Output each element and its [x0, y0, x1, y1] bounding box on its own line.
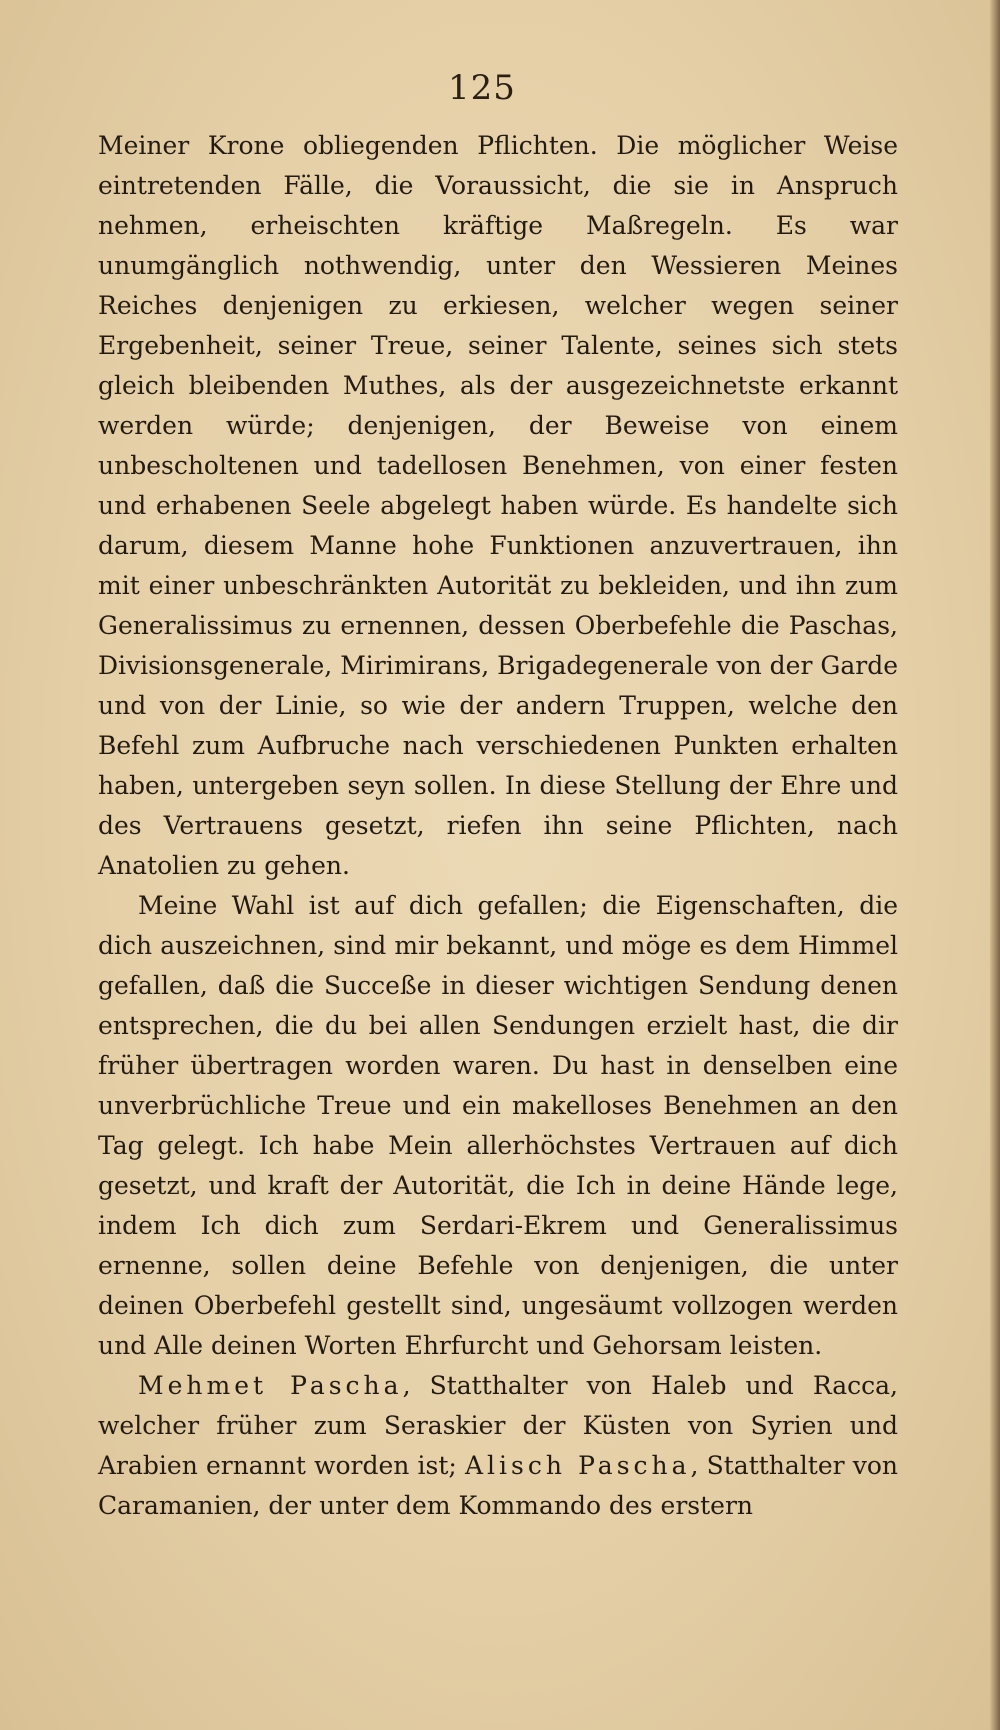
- page-edge-shadow: [990, 0, 1000, 1730]
- paragraph-2: Meine Wahl ist auf dich gefallen; die Eigenschaften, die dich auszeichnen, sind mir bekannt, und möge es dem Himmel gefallen, daß die Succeße in dieser wichtigen Sendung denen entsprechen, die du bei allen Sendungen erzielt hast, die dir früher übertragen worden waren. Du hast in denselben eine unverbrüchliche Treue und ein makelloses Benehmen an den Tag gelegt. Ich habe Mein allerhöchstes Vertrauen auf dich gesetzt, und kraft der Autorität, die Ich in deine Hände lege, indem Ich dich zum Serdari-Ekrem und Generalissimus ernenne, sollen deine Befehle von denjenigen, die unter deinen Oberbefehl gestellt sind, ungesäumt vollzogen werden und Alle deinen Worten Ehrfurcht und Gehorsam leisten.: [98, 891, 898, 1360]
- page-number: 125: [448, 68, 516, 108]
- paragraph-3: [98, 1366, 898, 1526]
- paragraph-3-text-a: , Statthalter von Haleb und Racca, welcher früher zum Seraskier der Küsten von Syrien und Arabien ernannt worden ist;: [98, 1371, 898, 1480]
- person-name-alisch: Alisch Pascha: [464, 1451, 691, 1480]
- person-name-mehmet: Mehmet Pascha: [138, 1371, 403, 1400]
- paragraph-3-text-b: , Statthalter von Caramanien, der unter dem Kommando des erstern: [98, 1451, 898, 1520]
- paragraph-1: Meiner Krone obliegenden Pflichten. Die möglicher Weise eintretenden Fälle, die Voraussicht, die sie in Anspruch nehmen, erheischten kräftige Maßregeln. Es war unumgänglich nothwendig, unter den Wessieren Meines Reiches denjenigen zu erkiesen, welcher wegen seiner Ergebenheit, seiner Treue, seiner Talente, seines sich stets gleich bleibenden Muthes, als der ausgezeichnetste erkannt werden würde; denjenigen, der Beweise von einem unbescholtenen und tadellosen Benehmen, von einer festen und erhabenen Seele abgelegt haben würde. Es handelte sich darum, diesem Manne hohe Funktionen anzuvertrauen, ihn mit einer unbeschränkten Autorität zu bekleiden, und ihn zum Generalissimus zu ernennen, dessen Oberbefehle die Paschas, Divisionsgenerale, Mirimirans, Brigadegenerale von der Garde und von der Linie, so wie der andern Truppen, welche den Befehl zum Aufbruche nach verschiedenen Punkten erhalten haben, untergeben seyn sollen. In diese Stellung der Ehre und des Vertrauens gesetzt, riefen ihn seine Pflichten, nach Anatolien zu gehen.: [98, 131, 898, 880]
- body-text: [98, 126, 898, 1526]
